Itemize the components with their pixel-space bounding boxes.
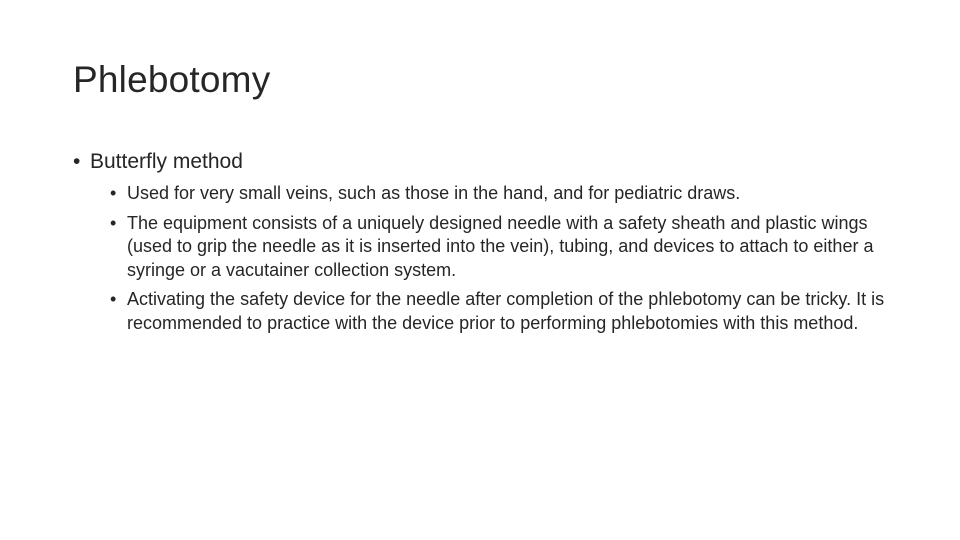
slide-title: Phlebotomy [73,59,271,100]
sub-bullet-item [110,288,890,335]
sub-bullet-text: Activating the safety device for the needle after completion of the phlebotomy can be tricky. It is recommended to practice with the device prior to performing phlebotomies with this method. [127,289,885,333]
sub-bullet-text: The equipment consists of a uniquely designed needle with a safety sheath and plastic wings (used to grip the needle as it is inserted into the vein), tubing, and devices to attach to either a syringe or a vacutainer collection system. [127,212,874,280]
bullet-list [73,146,893,341]
sub-bullet-item [110,212,890,283]
sub-bullet-list [110,182,890,335]
sub-bullet-text: Used for very small veins, such as those in the hand, and for pediatric draws. [127,183,741,203]
sub-bullet-item [110,182,890,206]
main-bullet-text: Butterfly method [90,150,243,173]
bullet-icon: • [110,212,117,233]
main-bullet-item [73,146,893,335]
bullet-icon: • [110,289,117,309]
bullet-icon: • [110,183,117,203]
bullet-icon: • [73,150,81,173]
